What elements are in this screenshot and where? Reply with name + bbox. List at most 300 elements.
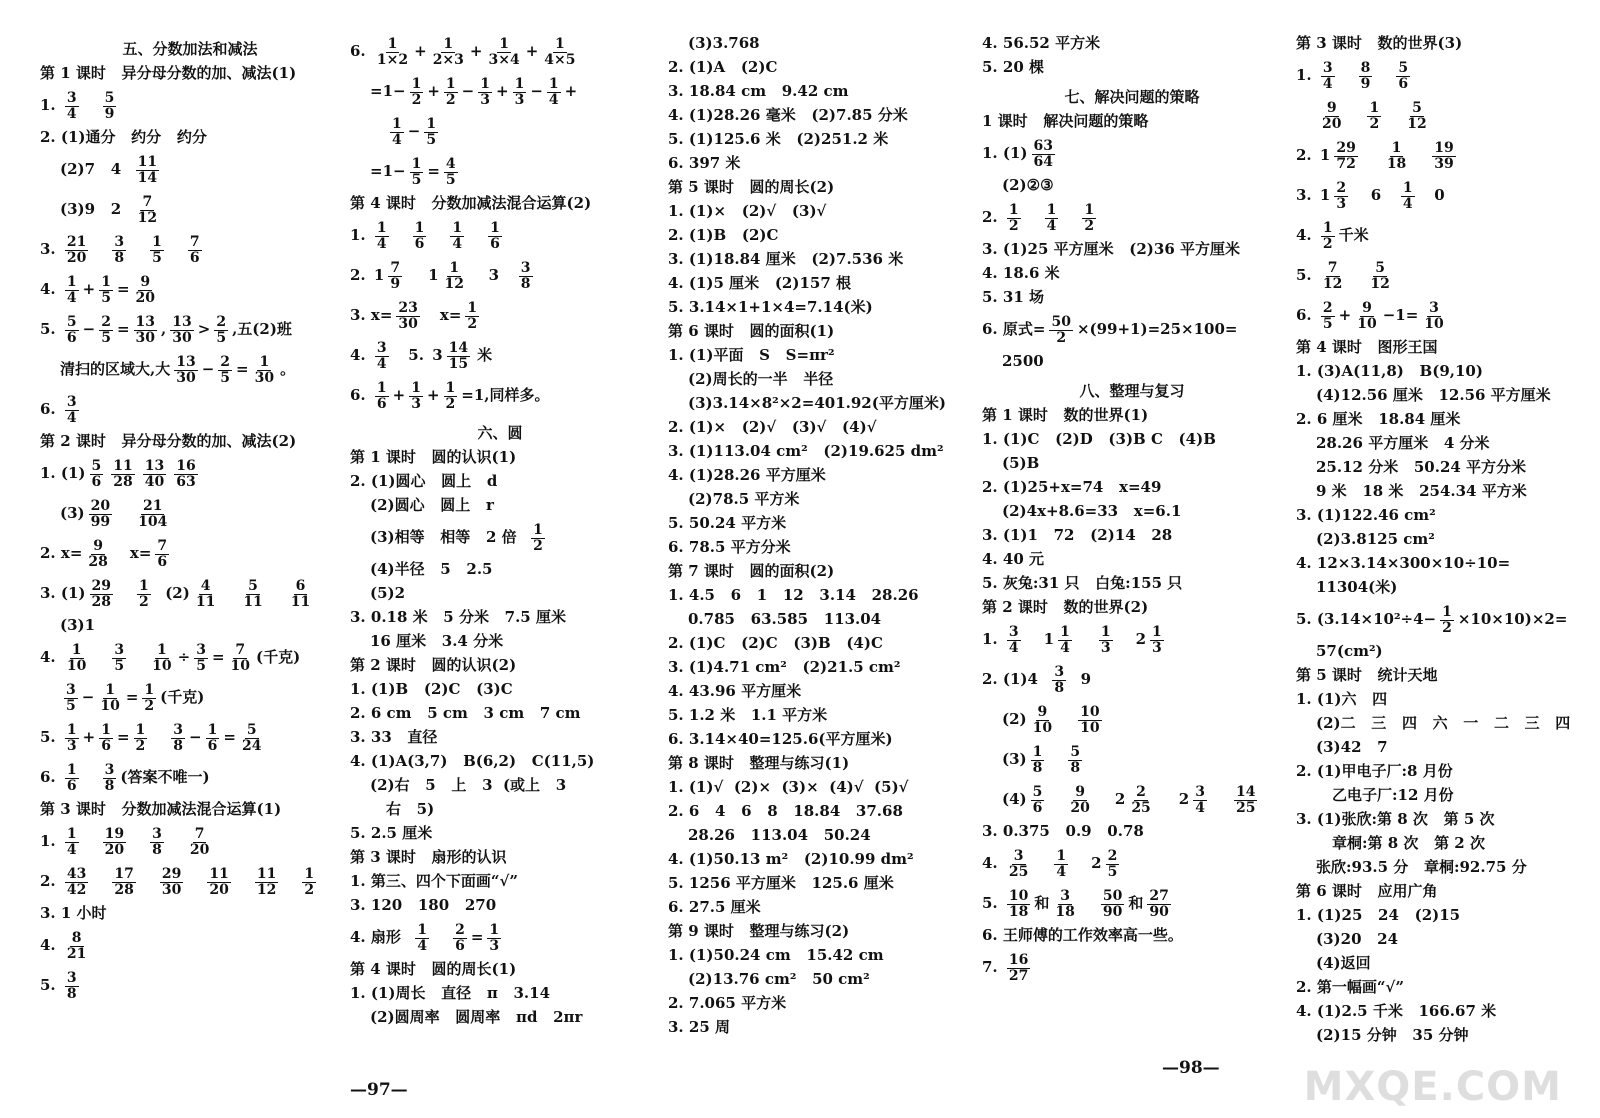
lesson-heading <box>668 320 968 344</box>
mixed-number <box>428 261 470 291</box>
denominator: 6 <box>490 235 500 252</box>
answer-text: 第 4 课时 圆的周长(1) <box>350 960 517 979</box>
numerator: 1 <box>139 577 149 594</box>
answer-text: (2)15 分钟 35 分钟 <box>1316 1026 1469 1045</box>
fraction <box>1396 61 1410 91</box>
denominator: 20 <box>1070 799 1090 816</box>
answer-line <box>668 968 968 992</box>
answer-line <box>40 126 340 150</box>
denominator: 3 <box>480 91 490 108</box>
answer-line <box>982 452 1282 476</box>
lesson-heading <box>40 798 340 822</box>
fraction <box>1321 261 1344 291</box>
answer-text: 5. 1256 平方厘米 125.6 厘米 <box>668 874 894 893</box>
numerator: 1 <box>499 35 509 52</box>
fraction <box>207 867 230 897</box>
answer-text: (2)3.8125 cm² <box>1316 530 1435 549</box>
answer-text: 3. (1) <box>40 584 86 603</box>
lesson-heading <box>350 958 650 982</box>
answer-line <box>1296 640 1596 664</box>
answer-text: 5. 2.5 厘米 <box>350 824 433 843</box>
answer-text: 2. 6 厘米 18.84 厘米 <box>1296 410 1461 429</box>
answer-text: 第 1 课时 异分母分数的加、减法(1) <box>40 64 297 83</box>
fraction <box>86 539 109 569</box>
answer-text: 5. 1.2 米 1.1 平方米 <box>668 706 828 725</box>
denominator: 18 <box>1386 155 1407 172</box>
answer-text: 6. 78.5 平方分米 <box>668 538 791 557</box>
answer-line <box>1296 600 1596 640</box>
fraction <box>65 643 88 673</box>
numerator: 1 <box>443 35 454 52</box>
answer-line <box>40 678 340 718</box>
numerator: 2 <box>101 313 111 330</box>
denominator: 4 <box>392 131 402 148</box>
fraction <box>112 643 126 673</box>
fraction <box>65 931 88 961</box>
answer-text: > <box>197 320 211 339</box>
answer-line <box>350 1006 650 1030</box>
answer-text: = <box>223 728 236 747</box>
answer-line <box>350 606 650 630</box>
answer-line <box>668 800 968 824</box>
answer-text: + <box>564 82 578 101</box>
answer-text: ×10×10)×2= <box>1457 610 1568 629</box>
answer-text: 3. (1)1 72 (2)14 28 <box>982 526 1173 545</box>
numerator: 1 <box>376 219 387 236</box>
answer-text: =1,同样多。 <box>461 386 550 405</box>
denominator: 5 <box>1107 863 1118 880</box>
answer-text: 4. <box>350 346 371 365</box>
answer-line <box>40 718 340 758</box>
answer-line <box>668 224 968 248</box>
answer-text: 2. (1)甲电子厂:8 月份 <box>1296 762 1453 781</box>
answer-text: = <box>211 648 225 667</box>
answer-line <box>668 824 968 848</box>
fraction <box>1422 301 1445 331</box>
answer-text: 第 3 课时 扇形的认识 <box>350 848 507 867</box>
fraction <box>1031 705 1054 735</box>
answer-text: 4. <box>982 854 1003 873</box>
answer-text: 第 5 课时 统计天地 <box>1296 666 1438 685</box>
answer-line <box>982 884 1282 924</box>
denominator: 10 <box>100 697 120 714</box>
numerator: 3 <box>114 641 125 658</box>
answer-line <box>668 104 968 128</box>
fraction <box>240 723 263 753</box>
denominator: 4 <box>1056 863 1067 880</box>
fraction <box>1401 181 1415 211</box>
numerator: 1 <box>1032 743 1043 760</box>
answer-line <box>668 728 968 752</box>
lesson-heading <box>1296 664 1596 688</box>
answer-line <box>350 32 650 72</box>
answer-line <box>350 894 650 918</box>
answer-text: 七、解决问题的策略 <box>1064 88 1200 107</box>
answer-text: 7. <box>982 958 1003 977</box>
numerator: 27 <box>1149 887 1169 904</box>
answer-text: 米 <box>477 346 493 365</box>
fraction <box>409 381 423 411</box>
answer-text: 6 <box>1355 186 1397 205</box>
answer-line <box>668 1016 968 1040</box>
fraction <box>1385 141 1408 171</box>
denominator: 2 <box>135 737 146 754</box>
numerator: 14 <box>1235 783 1256 800</box>
denominator: 2 <box>445 395 456 412</box>
answer-line <box>40 150 340 190</box>
answer-text: = <box>116 280 130 299</box>
answer-text: 3 <box>473 266 515 285</box>
numerator: 2 <box>1107 847 1118 864</box>
numerator: 1 <box>304 865 315 882</box>
numerator: 3 <box>376 339 387 356</box>
denominator: 9 <box>390 275 401 292</box>
denominator: 8 <box>114 249 125 266</box>
answer-text: 3. 1 小时 <box>40 904 107 923</box>
answer-line <box>668 464 968 488</box>
answer-text: 清扫的区域大,大 <box>60 360 171 379</box>
answer-line <box>982 174 1282 198</box>
answer-text: + <box>82 280 96 299</box>
answer-text: 和 <box>1034 894 1050 913</box>
answer-text: 2. 7.065 平方米 <box>668 994 787 1013</box>
fraction <box>1082 203 1096 233</box>
answer-text: − <box>82 320 96 339</box>
fraction <box>136 155 159 185</box>
numerator: 19 <box>104 825 125 842</box>
answer-line <box>350 702 650 726</box>
numerator: 1 <box>533 521 543 538</box>
answer-text: (3)3.14×8²×2=401.92(平方厘米) <box>688 394 946 413</box>
fraction <box>447 341 470 371</box>
fraction <box>194 579 217 609</box>
denominator: 3 <box>1336 195 1347 212</box>
numerator: 1 <box>101 273 111 290</box>
numerator: 20 <box>90 497 111 514</box>
denominator: 25 <box>1008 863 1029 880</box>
answer-line <box>40 902 340 926</box>
numerator: 3 <box>1013 847 1024 864</box>
fraction <box>375 221 389 251</box>
answer-line <box>668 488 968 512</box>
denominator: 8 <box>1032 759 1043 776</box>
answer-line <box>668 248 968 272</box>
answer-line <box>668 656 968 680</box>
answer-text: 6. <box>1296 306 1317 325</box>
answer-text: 2. <box>40 872 61 891</box>
answer-text: 11304(米) <box>1316 578 1398 597</box>
denominator: 42 <box>66 881 87 898</box>
answer-line <box>350 256 650 296</box>
answer-text: 28.26 113.04 50.24 <box>688 826 871 845</box>
fraction <box>1007 849 1030 879</box>
denominator: 11 <box>243 593 263 610</box>
fraction <box>488 221 502 251</box>
answer-text: − <box>81 688 95 707</box>
answer-text: 1. <box>1296 66 1317 85</box>
answer-text: 2. (1)B (2)C <box>668 226 779 245</box>
answer-text: 1. (1)× (2)√ (3)√ <box>668 202 827 221</box>
fraction <box>388 261 402 291</box>
answer-text: 5. 50.24 平方米 <box>668 514 787 533</box>
answer-line <box>40 270 340 310</box>
answer-line <box>982 350 1282 374</box>
answer-text: 张欣:93.5 分 章桐:92.75 分 <box>1316 858 1527 877</box>
answer-line <box>350 750 650 774</box>
fraction <box>1054 849 1068 879</box>
denominator: 39 <box>1434 155 1454 172</box>
answer-line <box>982 844 1282 884</box>
lesson-heading <box>668 560 968 584</box>
answer-line <box>668 680 968 704</box>
fraction <box>1031 785 1045 815</box>
answer-line <box>1296 688 1596 712</box>
numerator: 5 <box>1398 59 1409 76</box>
column-4 <box>982 32 1282 988</box>
denominator: 12 <box>1407 115 1427 132</box>
answer-text: 1. (1) <box>40 464 86 483</box>
answer-text: 3. (1)113.04 cm² (2)19.625 dm² <box>668 442 944 461</box>
denominator: 10 <box>66 657 87 674</box>
numerator: 3 <box>114 233 125 250</box>
denominator: 4 <box>66 105 77 122</box>
numerator: 7 <box>194 825 205 842</box>
fraction <box>444 77 458 107</box>
numerator: 10 <box>1008 887 1029 904</box>
fraction <box>1355 301 1378 331</box>
answer-text: 6. <box>350 42 371 61</box>
answer-text: 6. 397 米 <box>668 154 741 173</box>
denominator: 4 <box>1046 217 1057 234</box>
numerator: 1 <box>480 75 490 92</box>
fraction <box>65 763 79 793</box>
lesson-heading <box>350 446 650 470</box>
numerator: 1 <box>66 721 77 738</box>
answer-line <box>668 608 968 632</box>
answer-line <box>350 376 650 416</box>
denominator: 5 <box>101 329 111 346</box>
fraction <box>1049 315 1072 345</box>
answer-text: 第 3 课时 分数加减法混合运算(1) <box>40 800 282 819</box>
numerator: 3 <box>1195 783 1205 800</box>
denominator: 27 <box>1008 967 1029 984</box>
denominator: 4 <box>1195 799 1205 816</box>
denominator: 18 <box>1008 903 1029 920</box>
fraction <box>65 395 79 425</box>
denominator: 12 <box>444 275 464 292</box>
fraction <box>188 827 211 857</box>
answer-line <box>668 944 968 968</box>
numerator: 9 <box>140 273 151 290</box>
fraction <box>1320 101 1343 131</box>
denominator: 30 <box>135 329 156 346</box>
fraction <box>142 683 156 713</box>
answer-line <box>668 704 968 728</box>
fraction <box>170 315 193 345</box>
denominator: 6 <box>101 737 111 754</box>
denominator: 30 <box>172 329 192 346</box>
answer-line <box>982 198 1282 238</box>
answer-line <box>668 632 968 656</box>
answer-text: 第 7 课时 圆的面积(2) <box>668 562 835 581</box>
lesson-heading <box>982 404 1282 428</box>
numerator: 3 <box>173 721 184 738</box>
fraction <box>65 723 79 753</box>
numerator: 2 <box>1136 783 1146 800</box>
answer-text: 1. <box>40 832 61 851</box>
answer-text: 2. (1)圆心 圆上 d <box>350 472 498 491</box>
answer-text: 6. <box>350 386 371 405</box>
answer-text: − <box>201 360 215 379</box>
answer-line <box>668 344 968 368</box>
answer-text: 第 5 课时 圆的周长(2) <box>668 178 835 197</box>
answer-line <box>40 534 340 574</box>
denominator: 21 <box>66 945 87 962</box>
answer-text: 1. (1)平面 S S=πr² <box>668 346 835 365</box>
answer-text: 3. <box>40 240 61 259</box>
numerator: 1 <box>1060 623 1070 640</box>
fraction <box>1058 625 1072 655</box>
fraction <box>65 315 79 345</box>
answer-text: 1. 第三、四个下面画“√” <box>350 872 518 891</box>
fraction <box>150 235 164 265</box>
numerator: 1 <box>1152 623 1162 640</box>
answer-line <box>982 572 1282 596</box>
denominator: 4 <box>1060 639 1070 656</box>
answer-line <box>40 494 340 534</box>
fraction <box>99 723 113 753</box>
denominator: 6 <box>66 329 77 346</box>
fraction <box>143 459 166 489</box>
numerator: 5 <box>1032 783 1043 800</box>
answer-text: 乙电子厂:12 月份 <box>1332 786 1454 805</box>
answer-text: 第 2 课时 圆的认识(2) <box>350 656 517 675</box>
answer-line <box>982 740 1282 780</box>
answer-text: 3. 25 周 <box>668 1018 730 1037</box>
answer-line <box>1296 504 1596 528</box>
answer-line <box>1296 976 1596 1000</box>
fraction <box>188 235 202 265</box>
answer-text: (2)二 三 四 六 一 二 三 四 <box>1316 714 1571 733</box>
numerator: 2 <box>216 313 227 330</box>
answer-text: 2. 6 cm 5 cm 3 cm 7 cm <box>350 704 581 723</box>
denominator: 5 <box>152 249 162 266</box>
denominator: 4 <box>452 235 463 252</box>
fraction <box>134 315 157 345</box>
lesson-heading <box>668 752 968 776</box>
answer-text: = <box>236 360 249 379</box>
answer-line <box>350 918 650 958</box>
fraction <box>1193 785 1207 815</box>
denominator: 10 <box>1357 315 1377 332</box>
numerator: 1 <box>66 273 77 290</box>
fraction <box>1007 889 1030 919</box>
answer-text: 0.785 63.585 113.04 <box>688 610 882 629</box>
denominator: 6 <box>1032 799 1043 816</box>
numerator: 1 <box>417 921 428 938</box>
answer-text: (5)B <box>1002 454 1040 473</box>
numerator: 6 <box>295 577 306 594</box>
numerator: 1 <box>156 641 167 658</box>
numerator: 50 <box>1051 313 1071 330</box>
fraction <box>1101 889 1124 919</box>
denominator: 30 <box>176 369 196 386</box>
answer-text: ,五(2)班 <box>232 320 292 339</box>
numerator: 43 <box>66 865 87 882</box>
numerator: 5 <box>248 577 258 594</box>
denominator: 6 <box>414 235 425 252</box>
answer-text: − <box>189 728 202 747</box>
section-heading <box>350 422 650 446</box>
answer-text: 5. (1)125.6 米 (2)251.2 米 <box>668 130 889 149</box>
answer-text: 1. <box>982 630 1003 649</box>
answer-line <box>668 416 968 440</box>
numerator: 1 <box>426 115 437 132</box>
fraction <box>1321 301 1335 331</box>
answer-text: − <box>461 82 475 101</box>
denominator: 10 <box>1424 315 1444 332</box>
fraction <box>1068 785 1091 815</box>
answer-text: (2) <box>154 584 190 603</box>
answer-text: 2. <box>982 208 1003 227</box>
answer-text: = <box>116 320 130 339</box>
numerator: 4 <box>445 155 456 172</box>
answer-text: 4. <box>40 936 61 955</box>
numerator: 63 <box>1033 137 1053 154</box>
answer-line <box>1296 528 1596 552</box>
answer-line <box>350 296 650 336</box>
fraction <box>65 275 79 305</box>
answer-text: 1. (1)周长 直径 π 3.14 <box>350 984 551 1003</box>
fraction <box>413 221 427 251</box>
numerator: 1 <box>411 379 421 396</box>
column-5 <box>1296 32 1596 1048</box>
fraction <box>90 579 113 609</box>
numerator: 1 <box>548 75 559 92</box>
answer-line <box>1296 408 1596 432</box>
answer-text: 4. <box>1296 226 1317 245</box>
denominator: 20 <box>189 841 210 858</box>
answer-text: 3. (1)18.84 厘米 (2)7.536 米 <box>668 250 904 269</box>
lesson-heading <box>1296 32 1596 56</box>
numerator: 23 <box>398 299 418 316</box>
fraction <box>174 459 197 489</box>
numerator: 1 <box>105 681 115 698</box>
denominator: 3 <box>489 937 500 954</box>
numerator: 1 <box>1442 603 1452 620</box>
whole-part: 1 <box>1319 186 1331 205</box>
answer-line <box>982 56 1282 80</box>
numerator: 1 <box>1056 847 1067 864</box>
numerator: 1 <box>467 299 478 316</box>
answer-line <box>982 820 1282 844</box>
answer-text: 57(cm²) <box>1316 642 1383 661</box>
answer-text: 3. 0.18 米 5 分米 7.5 厘米 <box>350 608 566 627</box>
lesson-heading <box>1296 336 1596 360</box>
fraction <box>98 683 121 713</box>
numerator: 17 <box>114 865 134 882</box>
numerator: 1 <box>101 721 111 738</box>
answer-line <box>982 286 1282 310</box>
answer-line <box>668 200 968 224</box>
numerator: 8 <box>71 929 82 946</box>
fraction <box>1334 141 1357 171</box>
numerator: 7 <box>390 259 401 276</box>
fraction <box>112 867 135 897</box>
lesson-heading <box>350 846 650 870</box>
answer-text: (2)7 4 <box>60 160 132 179</box>
denominator: 18 <box>1055 903 1075 920</box>
